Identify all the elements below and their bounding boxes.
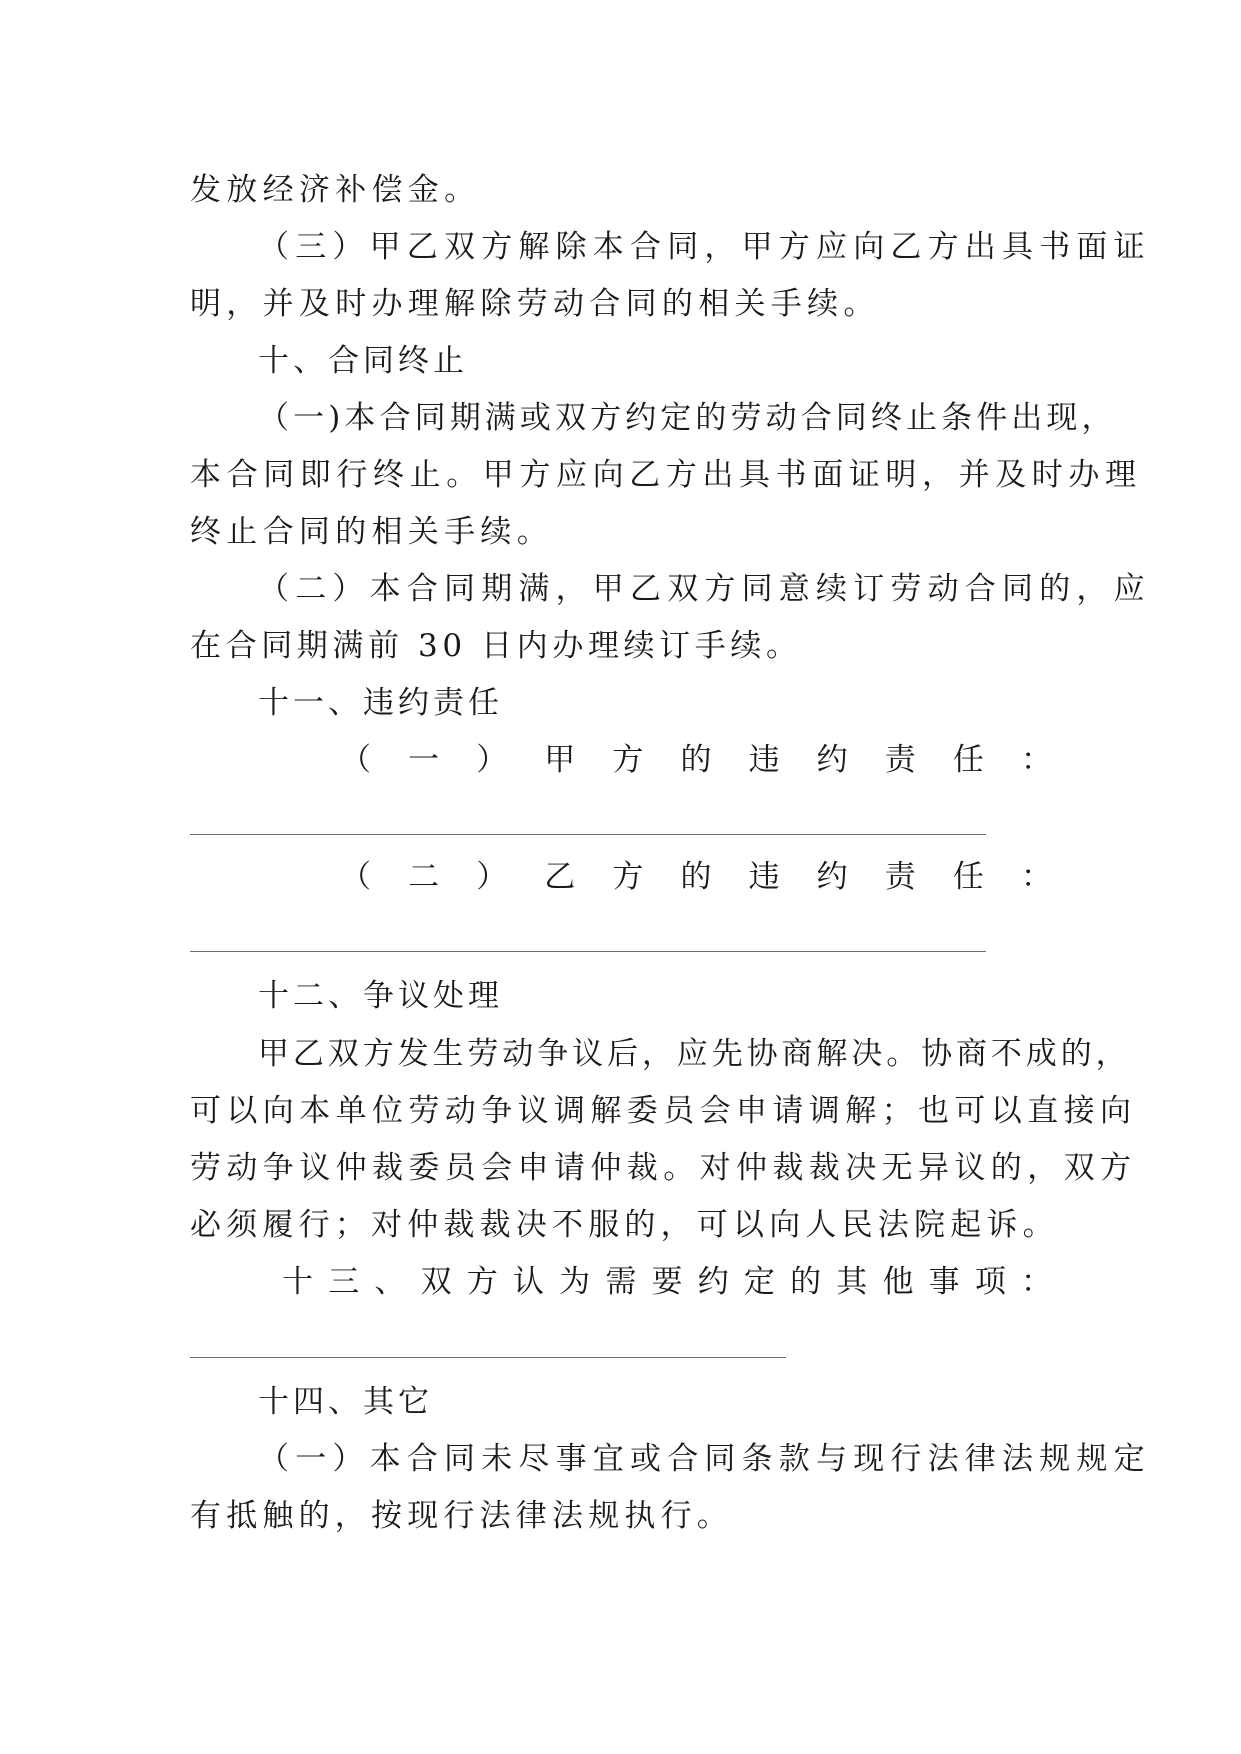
spread-char: 的 (680, 859, 712, 895)
spread-char: 十 (282, 1264, 313, 1300)
paragraph-line: 甲乙双方发生劳动争议后，应先协商解决。协商不成的， (258, 1036, 1131, 1072)
paragraph-line: 在合同期满前 30 日内办理续订手续。 (190, 628, 802, 664)
spread-char: 三 (328, 1264, 360, 1300)
spread-char: 方 (612, 742, 644, 778)
spread-char: 任 (952, 859, 984, 895)
paragraph-line: （三）甲乙双方解除本合同，甲方应向乙方出具书面证 (258, 229, 1151, 265)
spread-char: 其 (836, 1264, 868, 1300)
spread-char: （ (340, 859, 371, 895)
spread-char: ： (1020, 859, 1052, 895)
spread-char: ： (1021, 1264, 1052, 1300)
paragraph-line: 可以向本单位劳动争议调解委员会申请调解；也可以直接向 (190, 1093, 1137, 1129)
paragraph-line: 发放经济补偿金。 (190, 172, 481, 208)
section-heading: 十二、争议处理 (258, 978, 503, 1014)
spread-line-other-matters (282, 1262, 1052, 1302)
fill-in-blank-line (190, 834, 986, 835)
fill-in-blank-line (190, 1357, 786, 1358)
spread-char: 的 (680, 742, 712, 778)
spread-char: 约 (816, 742, 848, 778)
fill-in-blank-line (190, 951, 986, 952)
section-heading: 十、合同终止 (258, 343, 468, 379)
spread-line-party-a-liability (340, 740, 1052, 780)
spread-char: 方 (612, 859, 644, 895)
paragraph-line: 本合同即行终止。甲方应向乙方出具书面证明，并及时办理 (190, 457, 1142, 493)
spread-char: 二 (408, 859, 440, 895)
spread-char: 责 (884, 859, 916, 895)
paragraph-line: （一)本合同期满或双方约定的劳动合同终止条件出现， (258, 400, 1117, 436)
spread-char: 一 (408, 742, 440, 778)
paragraph-line: （一）本合同未尽事宜或合同条款与现行法律法规规定 (258, 1441, 1151, 1477)
paragraph-line: （二）本合同期满，甲乙双方同意续订劳动合同的，应 (258, 571, 1151, 607)
spread-char: 方 (466, 1264, 498, 1300)
spread-char: 约 (816, 859, 848, 895)
spread-char: 他 (882, 1264, 914, 1300)
spread-char: 任 (952, 742, 984, 778)
spread-char: 责 (884, 742, 916, 778)
spread-char: 要 (651, 1264, 683, 1300)
spread-char: 约 (697, 1264, 729, 1300)
paragraph-line: 终止合同的相关手续。 (190, 514, 553, 550)
spread-char: 双 (420, 1264, 452, 1300)
paragraph-line: 有抵触的，按现行法律法规执行。 (190, 1498, 733, 1534)
spread-char: ） (476, 742, 508, 778)
spread-char: 定 (743, 1264, 775, 1300)
spread-char: 乙 (544, 859, 576, 895)
spread-line-party-b-liability (340, 857, 1052, 897)
spread-char: 违 (748, 859, 780, 895)
spread-char: 项 (974, 1264, 1006, 1300)
paragraph-line: 明，并及时办理解除劳动合同的相关手续。 (190, 286, 880, 322)
paragraph-line: 劳动争议仲裁委员会申请仲裁。对仲裁裁决无异议的，双方 (190, 1150, 1137, 1186)
spread-char: 为 (559, 1264, 591, 1300)
spread-char: ） (476, 859, 508, 895)
spread-char: 违 (748, 742, 780, 778)
spread-char: 事 (928, 1264, 960, 1300)
section-heading: 十四、其它 (258, 1384, 433, 1420)
spread-char: 、 (374, 1264, 406, 1300)
section-heading: 十一、违约责任 (258, 685, 503, 721)
spread-char: 的 (790, 1264, 822, 1300)
spread-char: 需 (605, 1264, 637, 1300)
spread-char: 认 (512, 1264, 544, 1300)
spread-char: 甲 (544, 742, 576, 778)
spread-char: （ (340, 742, 371, 778)
spread-char: ： (1020, 742, 1052, 778)
paragraph-line: 必须履行；对仲裁裁决不服的，可以向人民法院起诉。 (190, 1207, 1059, 1243)
